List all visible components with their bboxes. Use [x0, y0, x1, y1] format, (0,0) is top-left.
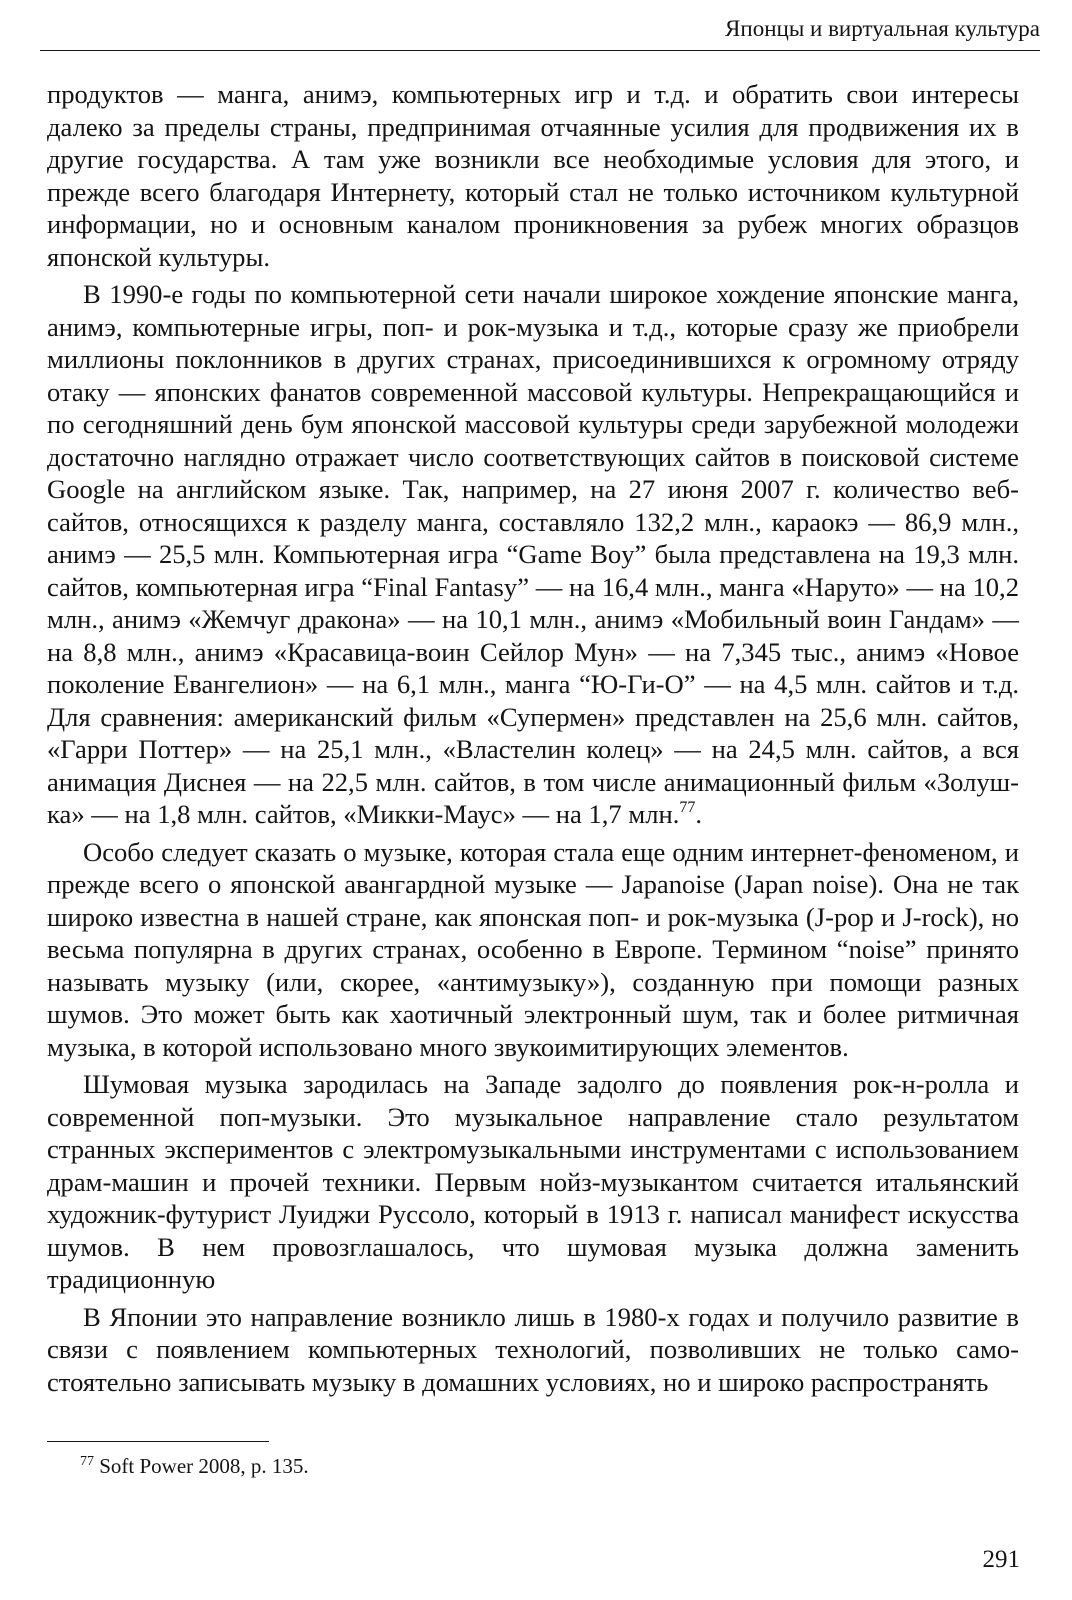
paragraph-1: продуктов — манга, анимэ, компьютерных игр и т.д. и обратить свои интересы далеко за пределы страны, предпринимая отчаянные усилия для продвижения их в другие государства. А там уже возникли все необходимые условия для этого, и прежде всего благодаря Интернету, который стал не только источником культурной информации, но и основным каналом проникновения за рубеж многих образцов японской культуры. — [47, 79, 1019, 272]
paragraph-2-end: . — [695, 799, 702, 829]
main-text — [47, 78, 1019, 1398]
running-title: Японцы и виртуальная культура — [725, 16, 1040, 41]
page-number: 291 — [982, 1546, 1020, 1573]
footnote-divider — [47, 1441, 269, 1442]
paragraph-2-text: В 1990-е годы по компьютерной сети начали широкое хождение японские манга, анимэ, компьютерные игры, поп- и рок-музыка и т.д., которые сразу же приобрели миллионы поклонников в других странах, присоединившихся к огромному отряду отаку — японских фанатов современной массовой культуры. Непрекращающийся и по сегодняшний день бум японской массовой культуры среди зарубежной молодежи достаточно наглядно отражает число соответствующих сайтов в поисковой системе Google на английском языке. Так, например, на 27 июня 2007 г. количество веб-сайтов, относящихся к разделу манга, составляло 132,2 млн., караокэ — 86,9 млн., анимэ — 25,5 млн. Компьютерная игра “Game Boy” была представлена на 19,3 млн. сайтов, компьютерная игра “Final Fantasy” — на 16,4 млн., манга «Наруто» — на 10,2 млн., анимэ «Жемчуг дракона» — на 10,1 млн., анимэ «Мобильный воин Гандам» — на 8,8 млн., анимэ «Красавица-воин Сейлор Мун» — на 7,345 тыс., анимэ «Новое поколение Евангелион» — на 6,1 млн., манга “Ю-Ги-О” — на 4,5 млн. сайтов и т.д. Для сравнения: американский фильм «Супермен» представлен на 25,6 млн. сайтов, «Гарри Поттер» — на 25,1 млн., «Властелин колец» — на 24,5 млн. сайтов, а вся анимация Диснея — на 22,5 млн. сайтов, в том числе анимационный фильм «Золушка» — на 1,8 млн. сайтов, «Микки-Маус» — на 1,7 млн. — [47, 279, 1019, 829]
header-divider — [40, 50, 1040, 51]
footnote-reference[interactable]: 77 — [679, 799, 696, 816]
paragraph-3: Особо следует сказать о музыке, которая стала еще одним интернет-феноменом, и прежде всего о японской авангардной музыке — Japanoise (Japan noise). Она не так широко известна в нашей стране, как японская поп- и рок-музыка (J-pop и J-rock), но весьма популярна в других странах, особенно в Европе. Термином “noise” принято называть музыку (или, скорее, «антимузыку»), созданную при помощи разных шумов. Это может быть как хаотичный электронный шум, так и более ритмичная музыка, в которой использовано много звукоимитирующих элементов. — [47, 836, 1019, 1062]
footnote-text: Soft Power 2008, p. 135. — [99, 1454, 309, 1478]
paragraph-5: В Японии это направление возникло лишь в 1980-х годах и получило развитие в связи с появлением компьютерных технологий, позволивших не только самостоятельно записывать музыку в домашних условиях, но и широко распространять — [47, 1301, 1019, 1397]
paragraph-2 — [47, 278, 1019, 831]
paragraph-4: Шумовая музыка зародилась на Западе задолго до появления рок-н-ролла и современной поп-музыки. Это музыкальное направление стало результатом странных экспериментов с электромузыкальными инструментами с использованием драм-машин и прочей техники. Первым нойз-музыкантом считается итальянский художник-футурист Луиджи Руссоло, который в 1913 г. написал манифест искусства шумов. В нем провозглашалось, что шумовая музыка должна заменить традиционную — [47, 1069, 1019, 1294]
footnote-number: 77 — [80, 1454, 94, 1469]
footnote — [80, 1452, 980, 1480]
